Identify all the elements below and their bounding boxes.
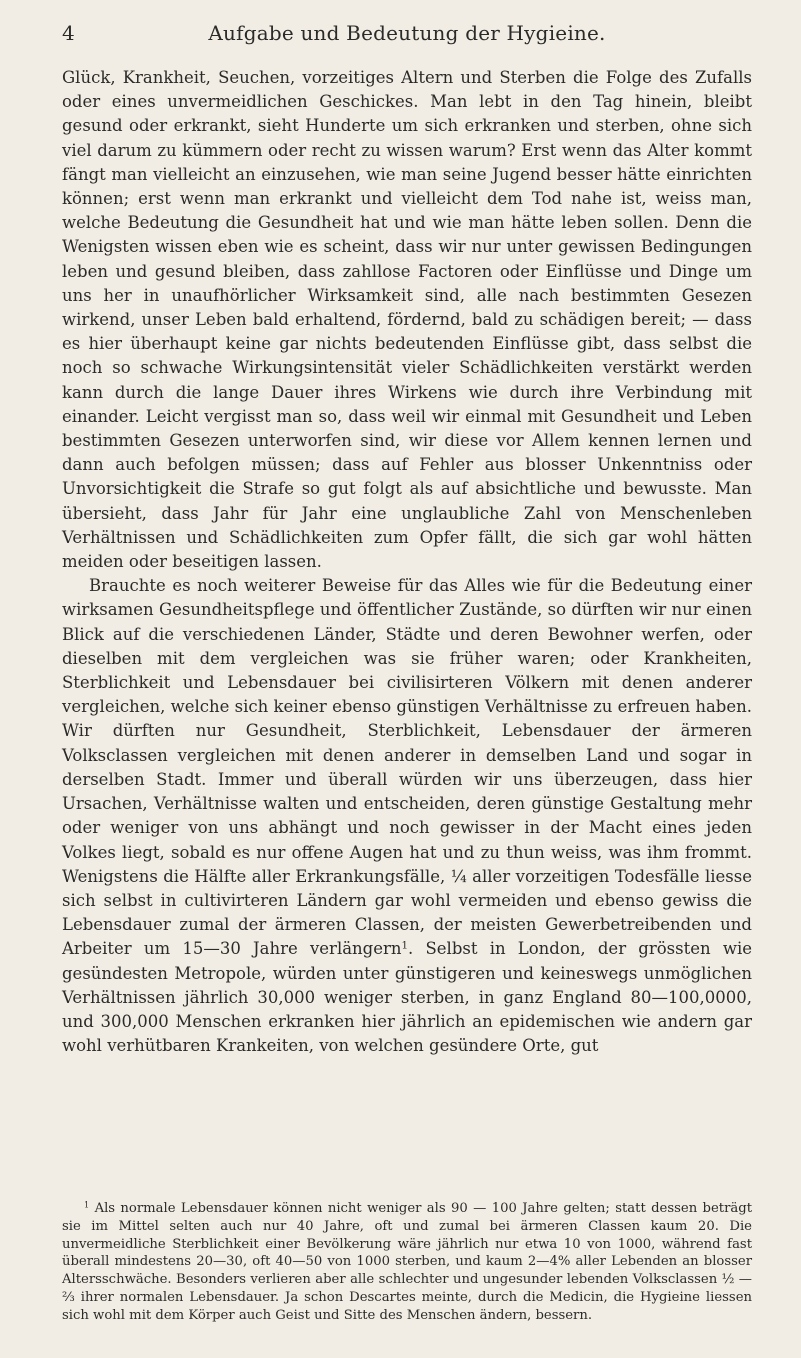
running-title: Aufgabe und Bedeutung der Hygieine.: [208, 21, 606, 45]
footnote-1-marker: 1: [84, 1199, 90, 1210]
paragraph-1: Glück, Krankheit, Seuchen, vorzeitiges Altern und Sterben die Folge des Zufalls oder eines unvermeidlichen Geschickes. Man lebt in den Tag hinein, bleibt gesund oder erkrankt, sieht Hunderte um sich erkranken und sterben, ohne sich viel darum zu kümmern oder recht zu wissen warum? Erst wenn das Alter kommt fängt man vielleicht an einzusehen, wie man seine Jugend besser hätte einrichten können; erst wenn man erkrankt und vielleicht dem Tod nahe ist, weiss man, welche Bedeutung die Gesundheit hat und wie man hätte leben sollen. Denn die Wenigsten wissen eben wie es scheint, dass wir nur unter gewissen Bedingungen leben und gesund bleiben, dass zahllose Factoren oder Einflüsse und Dinge um uns her in unaufhörlicher Wirksamkeit sind, alle nach bestimmten Gesezen wirkend, unser Leben bald erhaltend, fördernd, bald zu schädigen bereit; — dass es hier überhaupt keine gar nichts bedeutenden Einflüsse gibt, dass selbst die noch so schwache Wirkungsintensität vieler Schädlichkeiten verstärkt werden kann durch die lange Dauer ihres Wirkens wie durch ihre Verbindung mit einander. Leicht vergisst man so, dass weil wir einmal mit Gesundheit und Leben bestimmten Gesezen unterworfen sind, wir diese vor Allem kennen lernen und dann auch befolgen müssen; dass auf Fehler aus blosser Unkenntniss oder Unvorsichtigkeit die Strafe so gut folgt als auf absichtliche und bewusste. Man übersieht, dass Jahr für Jahr eine unglaubliche Zahl von Menschenleben Verhältnissen und Schädlichkeiten zum Opfer fällt, die sich gar wohl hätten meiden oder beseitigen lassen.: [62, 68, 752, 572]
paragraph-2: [62, 574, 752, 1058]
paragraph-2-part-2: . Selbst in London, der grössten wie gesündesten Metropole, würden unter günstigeren und keineswegs unmöglichen Verhältnissen jährlich 30,000 weniger sterben, in ganz England 80—100,0000, und 300,000 Menschen erkranken hier jährlich an epidemischen wie andern gar wohl verhütbaren Krankeiten, von welchen gesündere Orte, gut: [62, 939, 752, 1056]
footnote-reference: 1: [401, 940, 409, 952]
body-text: [62, 66, 752, 1058]
page-number: 4: [62, 21, 75, 45]
footnote-1-text: Als normale Lebensdauer können nicht weniger als 90 — 100 Jahre gelten; statt dessen beträgt sie im Mittel selten auch nur 40 Jahre, oft und zumal bei ärmeren Classen kaum 20. Die unvermeidliche Sterblichkeit einer Bevölkerung wäre jährlich nur etwa 10 von 1000, während fast überall mindestens 20—30, oft 40—50 von 1000 sterben, und kaum 2—4% aller Lebenden an blosser Altersschwäche. Besonders verlieren aber alle schlechter und ungesunder lebenden Volksclassen ½ — ⅔ ihrer normalen Lebensdauer. Ja schon Descartes meinte, durch die Medicin, die Hygieine liessen sich wohl mit dem Körper auch Geist und Sitte des Menschen ändern, bessern.: [62, 1201, 752, 1323]
footnotes: [62, 1200, 752, 1325]
page-header: [62, 18, 752, 48]
footnote-1: [62, 1200, 752, 1325]
paragraph-2-part-1: Brauchte es noch weiterer Beweise für das Alles wie für die Bedeutung einer wirksamen Gesundheitspflege und öffentlicher Zustände, so dürften wir nur einen Blick auf die verschiedenen Länder, Städte und deren Bewohner werfen, oder dieselben mit dem vergleichen was sie früher waren; oder Krankheiten, Sterblichkeit und Lebensdauer bei civilisirteren Völkern mit denen anderer vergleichen, welche sich keiner ebenso günstigen Verhältnisse zu erfreuen haben. Wir dürften nur Gesundheit, Sterblichkeit, Lebensdauer der ärmeren Volksclassen vergleichen mit denen anderer in demselben Land und sogar in derselben Stadt. Immer und überall würden wir uns überzeugen, dass hier Ursachen, Verhältnisse walten und entscheiden, deren günstige Gestaltung mehr oder weniger von uns abhängt und noch gewisser in der Macht eines jeden Volkes liegt, sobald es nur offene Augen hat und zu thun weiss, was ihm frommt. Wenigstens die Hälfte aller Erkrankungsfälle, ¼ aller vorzeitigen Todesfälle liesse sich selbst in cultivirteren Ländern gar wohl vermeiden und ebenso gewiss die Lebensdauer zumal der ärmeren Classen, der meisten Gewerbetreibenden und Arbeiter um 15—30 Jahre verlängern: [62, 576, 752, 959]
